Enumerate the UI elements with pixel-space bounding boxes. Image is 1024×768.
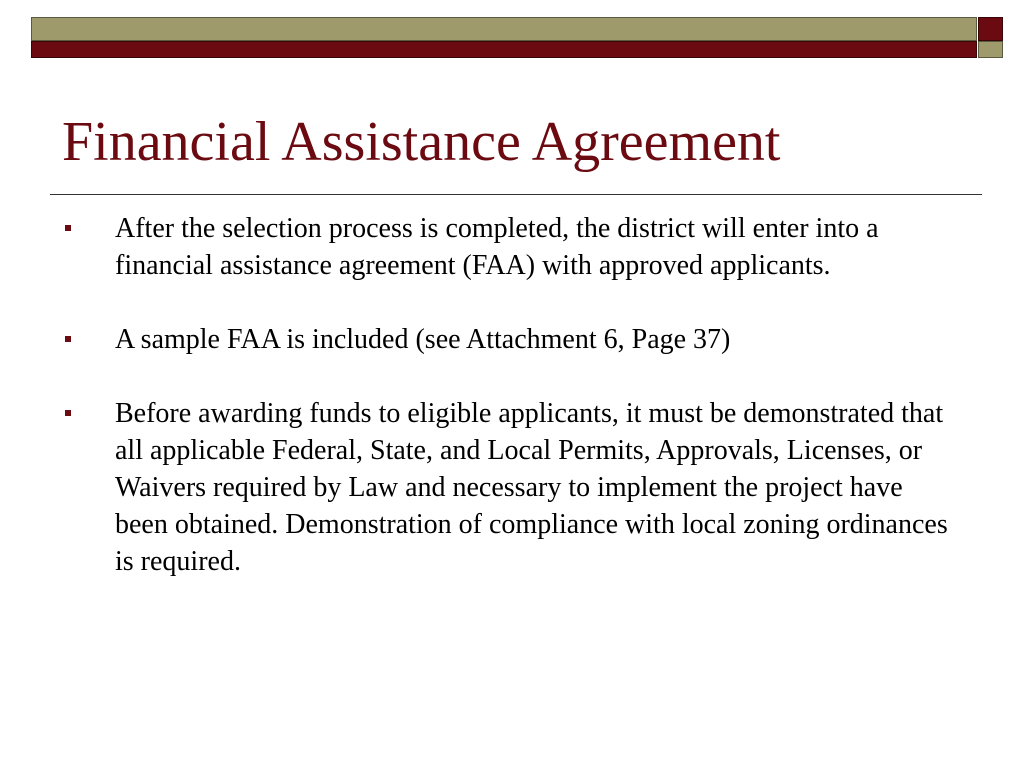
bullet-item <box>62 395 962 580</box>
header-maroon-bar <box>31 41 977 58</box>
header-olive-bar <box>31 17 977 41</box>
bullet-item <box>62 210 962 284</box>
slide-title: Financial Assistance Agreement <box>62 111 781 173</box>
square-bullet-icon <box>65 336 71 342</box>
bullet-text: A sample FAA is included (see Attachment 6, Page 37) <box>115 324 731 355</box>
bullet-text: After the selection process is completed, the district will enter into a financial assistance agreement (FAA) with approved applicants. <box>115 213 879 281</box>
bullet-text: Before awarding funds to eligible applicants, it must be demonstrated that all applicable Federal, State, and Local Permits, Approvals, Licenses, or Waivers required by Law and necessary to implement the project have been obtained. Demonstration of compliance with local zoning ordinances is required. <box>115 398 948 577</box>
title-divider <box>50 194 982 195</box>
bullet-item <box>62 321 962 358</box>
square-bullet-icon <box>65 225 71 231</box>
square-bullet-icon <box>65 410 71 416</box>
header-maroon-square <box>978 17 1003 41</box>
header-olive-square <box>978 41 1003 58</box>
bullet-list <box>62 210 962 617</box>
